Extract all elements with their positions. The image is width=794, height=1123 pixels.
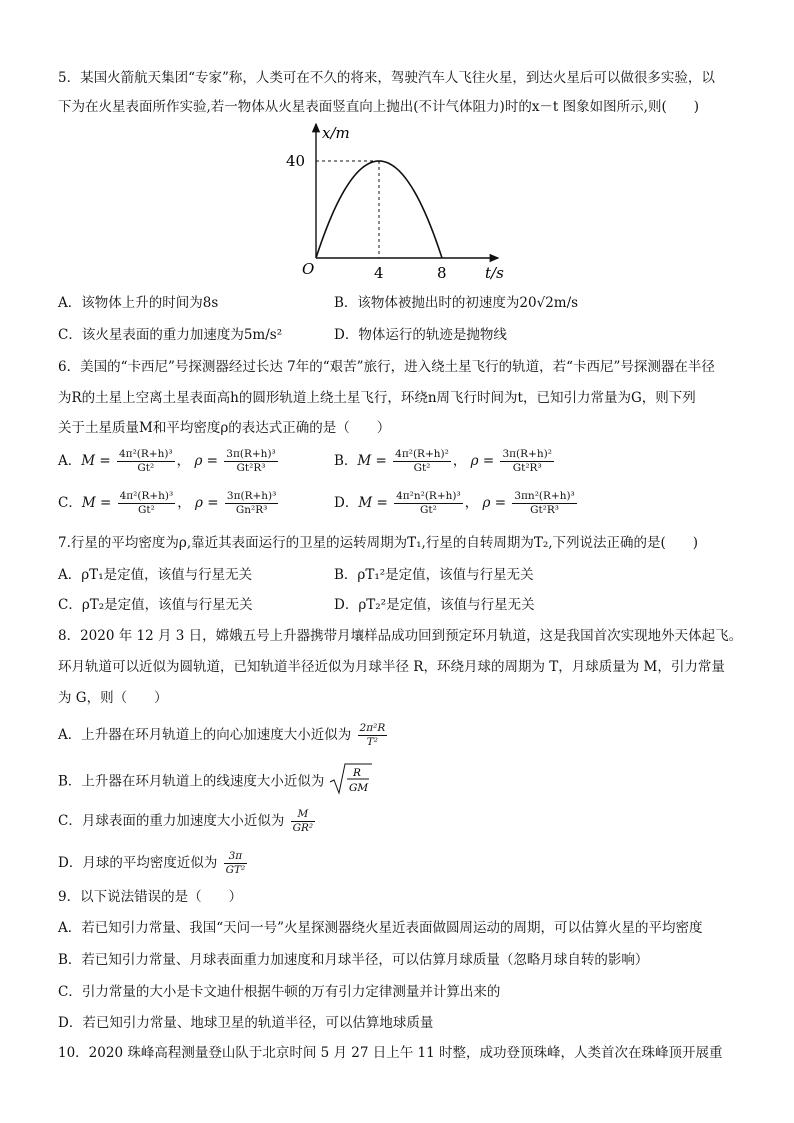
q6-stem-line2: 为R的土星上空离土星表面高h的圆形轨道上绕土星飞行，环绕n周飞行时间为t，已知引力常量为G，则下列 (58, 390, 696, 406)
q5-option-b[interactable]: B．该物体被抛出时的初速度为20√2m/s (334, 295, 579, 311)
q6-stem-line3: 关于土星质量M和平均密度ρ的表达式正确的是（ ） (58, 420, 391, 436)
q5-stem-line1: 5．某国火箭航天集团“专家”称，人类可在不久的将来，驾驶汽车人飞往火星，到达火星后可以做很多实验，以 (58, 70, 715, 86)
q9-stem-line1: 9．以下说法错误的是（ ） (58, 889, 243, 905)
q5-option-d[interactable]: D．物体运行的轨迹是抛物线 (334, 327, 507, 343)
q8-b-fraction-den: GM (348, 782, 368, 794)
q5-stem-line2: 下为在火星表面所作实验,若一物体从火星表面竖直向上抛出(不计气体阻力)时的x－t 图象如图所示,则( ) (58, 99, 699, 115)
q5-option-c[interactable]: C．该火星表面的重力加速度为5m/s² (58, 327, 283, 343)
q6-option-b[interactable]: B．M = $\frac{\text{4π²(R+h)²}}{\text{Gt²}}$ ， ρ = $\frac{\text{3π(R+h)²}}{\text{Gt²R³}}$ (334, 448, 552, 474)
q7-option-b[interactable]: B．ρT₁²是定值，该值与行星无关 (334, 567, 534, 583)
q8-stem-line1: 8．2020 年 12 月 3 日，嫦娥五号上升器携带月壤样品成功回到预定环月轨道，这是我国首次实现地外天体起飞。 (58, 628, 743, 644)
q5-option-a[interactable]: A．该物体上升的时间为8s (58, 295, 219, 311)
q8-option-b[interactable]: B．上升器在环月轨道上的线速度大小近似为 R GM (58, 762, 373, 802)
q7-option-d[interactable]: D．ρT₂²是定值，该值与行星无关 (334, 597, 535, 613)
q8-b-fraction-num: R (352, 767, 361, 779)
q9-option-b[interactable]: B．若已知引力常量、月球表面重力加速度和月球半径，可以估算月球质量（忽略月球自转的影响） (58, 952, 649, 968)
origin-label: O (302, 260, 315, 278)
q5-xt-graph (280, 118, 520, 288)
x-axis-label: t/s (485, 264, 504, 282)
y-tick-40: 40 (286, 152, 306, 170)
q8-option-a[interactable]: A．上升器在环月轨道上的向心加速度大小近似为 $\frac{\text{2π²R}}{\text{T²}}$ (58, 722, 386, 748)
q7-option-a[interactable]: A．ρT₁是定值，该值与行星无关 (58, 567, 253, 583)
y-axis-label: x/m (322, 124, 350, 142)
q6-option-a[interactable]: A．M = $\frac{\text{4π²(R+h)³}}{\text{Gt²}}$ ， ρ = $\frac{\text{3π(R+h)³}}{\text{Gt²R³}}$ (58, 448, 276, 474)
q6-option-d[interactable]: D．M = $\frac{\text{4π²n²(R+h)³}}{\text{Gt²}}$ ， ρ = $\frac{\text{3πn²(R+h)³}}{\text{Gt²R³}}$ (334, 490, 575, 516)
q9-option-a[interactable]: A．若已知引力常量、我国“天问一号”火星探测器绕火星近表面做圆周运动的周期，可以估算火星的平均密度 (58, 920, 703, 936)
q8-option-d[interactable]: D．月球的平均密度近似为 $\frac{3\pi}{\text{GT²}}$ (58, 850, 246, 876)
x-tick-8: 8 (437, 264, 447, 282)
q10-stem-line1: 10．2020 珠峰高程测量登山队于北京时间 5 月 27 日上午 11 时整，成功登顶珠峰，人类首次在珠峰顶开展重 (58, 1045, 723, 1061)
q6-option-c[interactable]: C．M = $\frac{\text{4π²(R+h)³}}{\text{Gt²}}$ ， ρ = $\frac{\text{3π(R+h)³}}{\text{Gn²R³}}$ (58, 490, 277, 516)
q9-option-c[interactable]: C．引力常量的大小是卡文迪什根据牛顿的万有引力定律测量并计算出来的 (58, 984, 501, 1000)
q9-option-d[interactable]: D．若已知引力常量、地球卫星的轨道半径，可以估算地球质量 (58, 1015, 434, 1031)
q8-option-c[interactable]: C．月球表面的重力加速度大小近似为 $\frac{M}{\text{GR²}}$ (58, 808, 314, 834)
q7-option-c[interactable]: C．ρT₂是定值，该值与行星无关 (58, 597, 253, 613)
q8-stem-line3: 为 G，则（ ） (58, 690, 168, 706)
q7-stem-line1: 7.行星的平均密度为ρ,靠近其表面运行的卫星的运转周期为T₁,行星的自转周期为T₂,下列说法正确的是( ) (58, 535, 699, 551)
q8-stem-line2: 环月轨道可以近似为圆轨道，已知轨道半径近似为月球半径 R，环绕月球的周期为 T，月球质量为 M，引力常量 (58, 659, 725, 675)
x-tick-4: 4 (374, 264, 384, 282)
sqrt-icon (329, 762, 373, 802)
q6-stem-line1: 6．美国的“卡西尼”号探测器经过长达 7年的“艰苦”旅行，进入绕土星飞行的轨道，若“卡西尼”号探测器在半径 (58, 359, 715, 375)
